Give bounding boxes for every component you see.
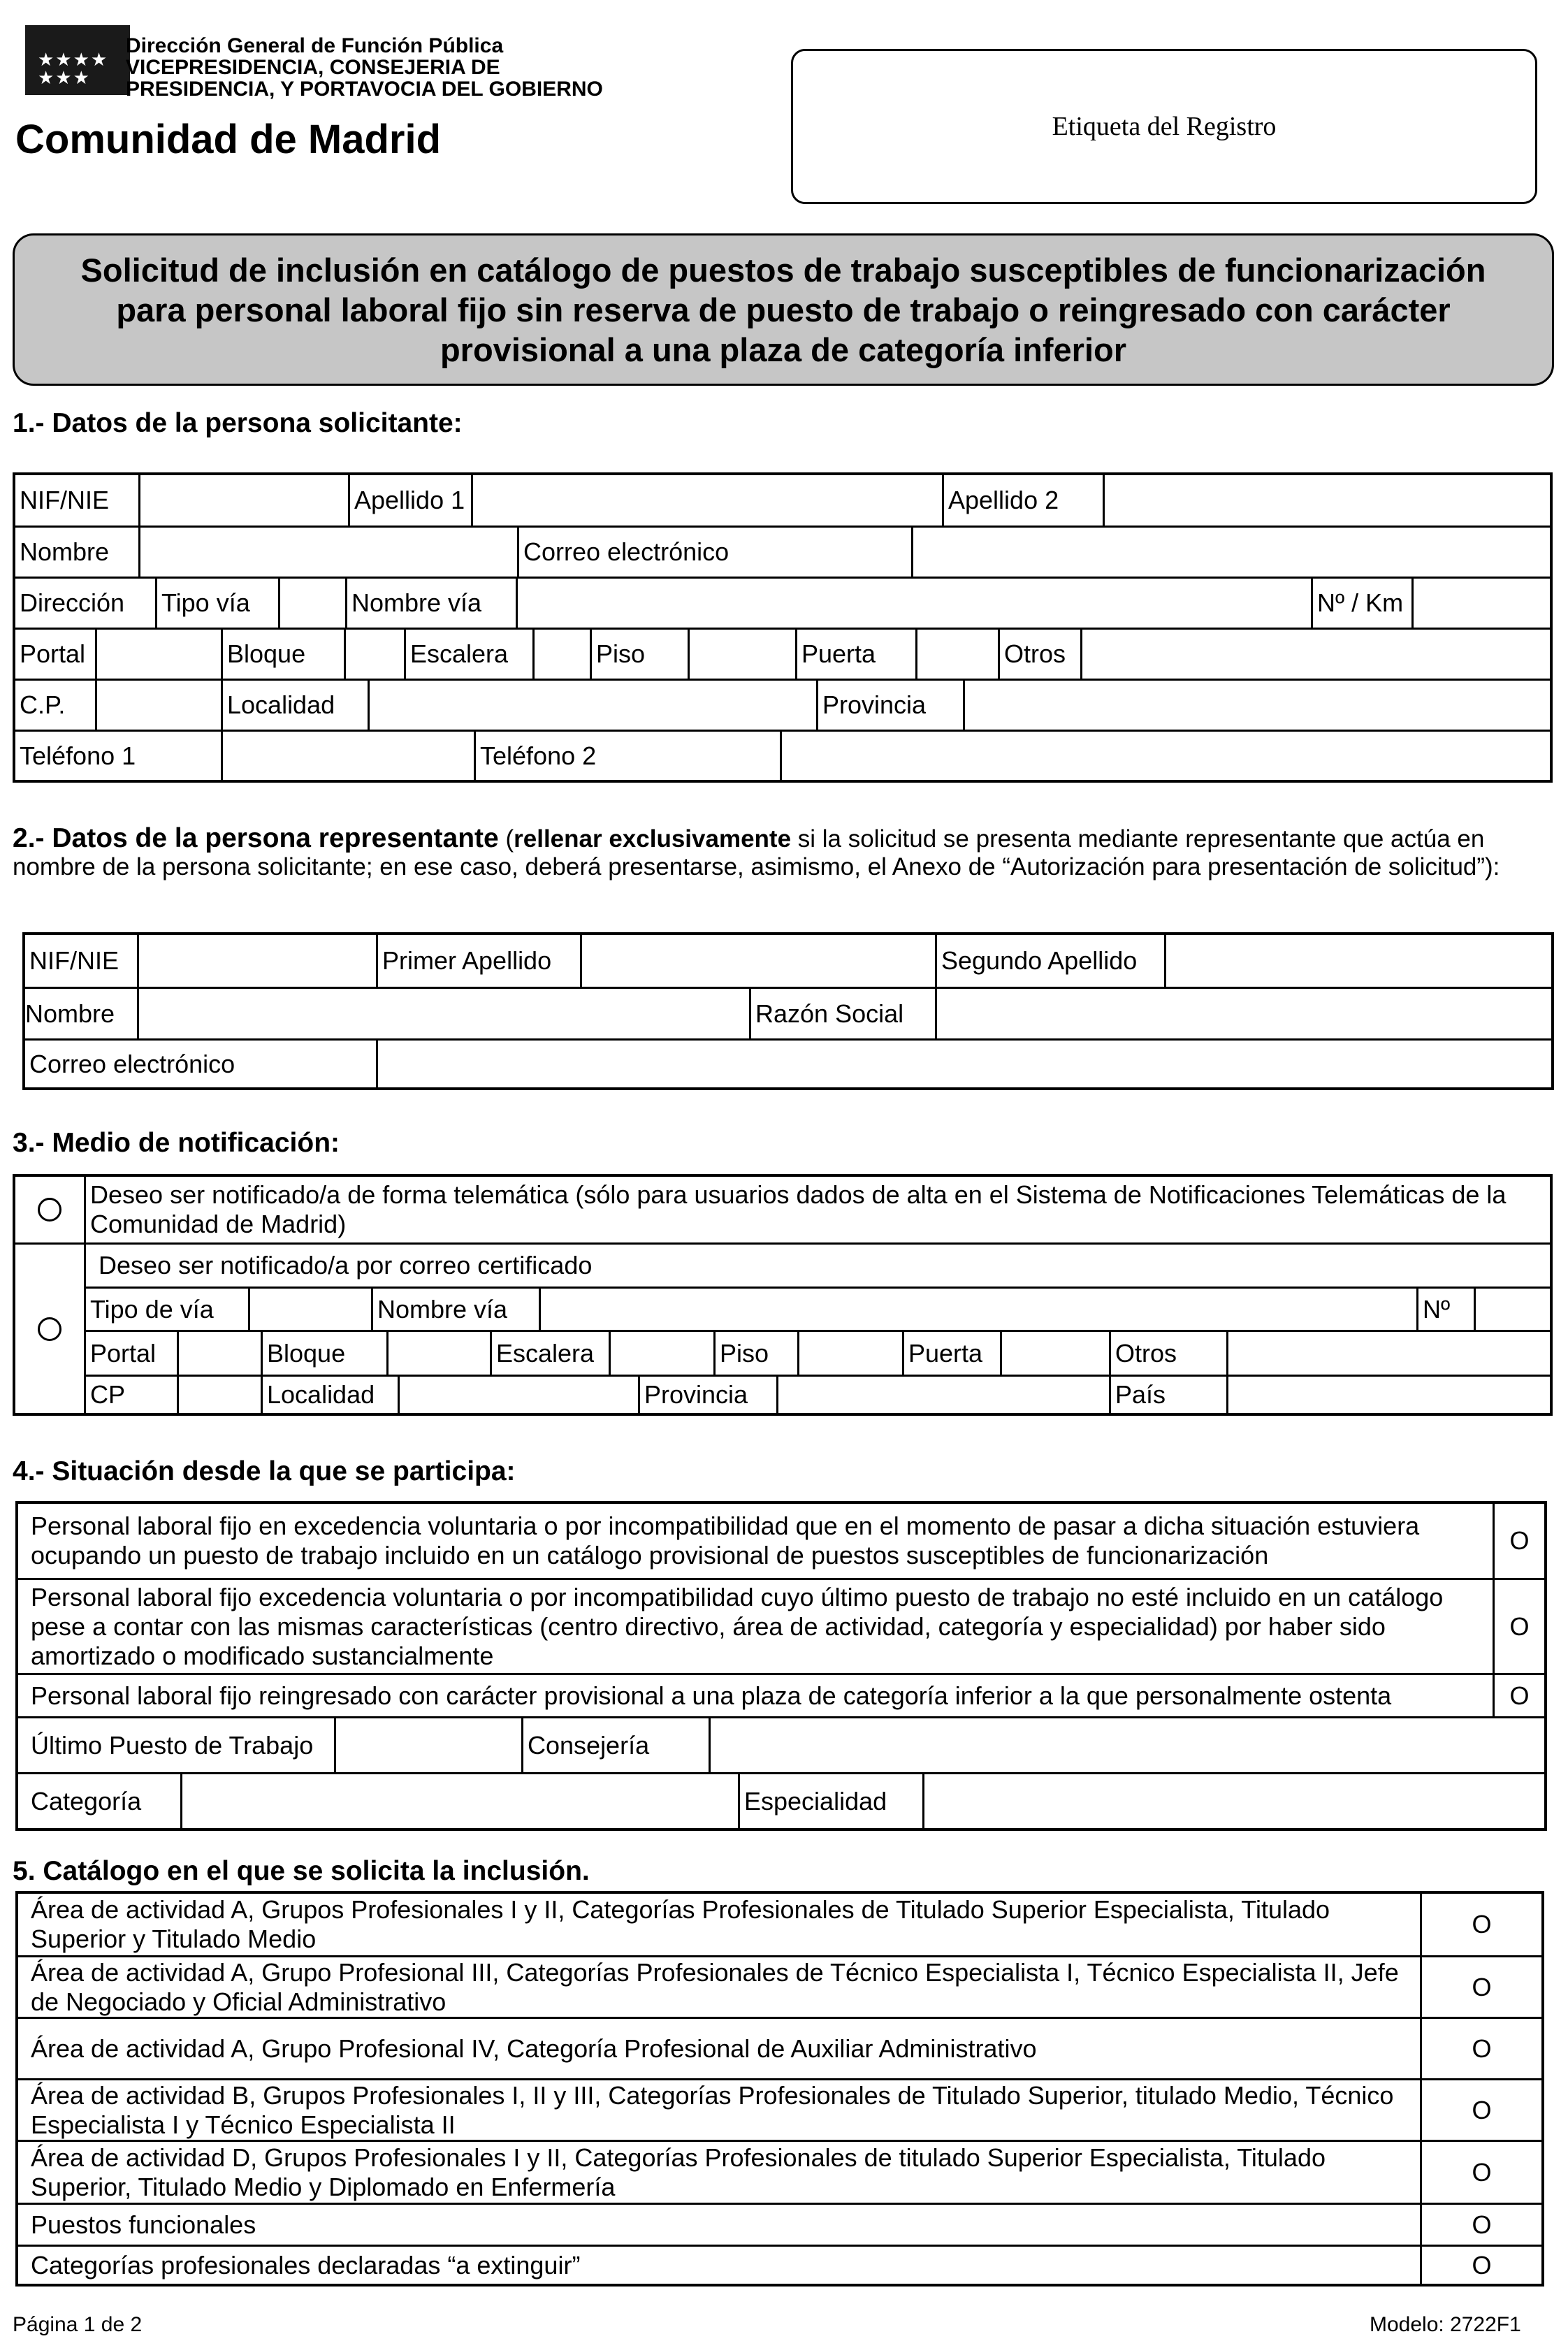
bloque-label: Bloque: [221, 630, 344, 679]
note-paren: (: [498, 825, 514, 853]
telefono1-label: Teléfono 1: [20, 741, 136, 770]
telematica-label: Deseo ser notificado/a de forma telemática (sólo para usuarios dados de alta en el Sistema de Notificaciones Telemáticas de la Comunidad de Madrid): [84, 1177, 1550, 1242]
rep-correo-input[interactable]: [376, 1041, 1551, 1087]
org-line: PRESIDENCIA, Y PORTAVOCIA DEL GOBIERNO: [126, 78, 603, 101]
table-row: [18, 2140, 1541, 2203]
ultimo-puesto-label: Último Puesto de Trabajo: [31, 1730, 314, 1760]
ultimo-puesto-input[interactable]: [334, 1718, 521, 1772]
table-row: [18, 2078, 1541, 2140]
brand-name: Comunidad de Madrid: [15, 117, 441, 162]
n-piso-input[interactable]: [797, 1332, 902, 1375]
n-portal-input[interactable]: [177, 1332, 261, 1375]
catalog-radio[interactable]: O: [1420, 2019, 1541, 2078]
situation-option-label: Personal laboral fijo excedencia voluntaria o por incompatibilidad cuyo último puesto de trabajo no esté incluido en un catálogo pese a contar con las mismas características (centro directivo, área de actividad, categoría y especialidad) por haber sido amortizado o modificado sustancialmente: [31, 1582, 1444, 1670]
especialidad-input[interactable]: [922, 1774, 1544, 1828]
correo-label: Correo electrónico: [517, 528, 911, 577]
table-row: [15, 526, 1550, 577]
primer-apellido-label: Primer Apellido: [376, 935, 580, 987]
registry-label: Etiqueta del Registro: [1052, 112, 1277, 141]
situation-option-label: Personal laboral fijo en excedencia voluntaria o por incompatibilidad que en el momento de pasar a dicha situación estuviera ocupando un puesto de trabajo incluido en un catálogo provisional de puestos susceptibles de funcionarización: [31, 1512, 1420, 1570]
form-title: [13, 233, 1554, 386]
n-pais-label: País: [1109, 1377, 1226, 1413]
n-escalera-input[interactable]: [609, 1332, 713, 1375]
apellido1-label: Apellido 1: [348, 475, 471, 526]
nif-label: NIF/NIE: [20, 486, 110, 514]
madrid-flag-logo: [25, 25, 130, 95]
catalog-radio[interactable]: O: [1420, 1957, 1541, 2017]
direccion-label: Dirección: [20, 588, 125, 617]
n-cp-label: CP: [90, 1380, 126, 1409]
table-row: [86, 1375, 1550, 1413]
table-row: [18, 2203, 1541, 2245]
table-row: [15, 1177, 1550, 1242]
page-number: Página 1 de 2: [13, 2313, 143, 2336]
catalog-radio[interactable]: O: [1420, 2205, 1541, 2245]
cp-label: C.P.: [20, 690, 66, 719]
correo-certificado-label: Deseo ser notificado/a por correo certificado: [99, 1251, 593, 1280]
nombre-input[interactable]: [138, 528, 517, 577]
catalog-option-label: Área de actividad A, Grupo Profesional IV, Categoría Profesional de Auxiliar Administrativo: [31, 2034, 1037, 2063]
provincia-label: Provincia: [816, 681, 963, 730]
representative-table: [22, 932, 1554, 1090]
apellido1-input[interactable]: [471, 475, 942, 526]
catalog-table: [15, 1891, 1544, 2287]
org-line: VICEPRESIDENCIA, CONSEJERIA DE: [126, 56, 500, 79]
section3-heading: 3.- Medio de notificación:: [13, 1128, 340, 1158]
bloque-input[interactable]: [344, 630, 404, 679]
primer-apellido-input[interactable]: [580, 935, 935, 987]
table-row: [25, 935, 1551, 987]
portal-label: Portal: [20, 639, 86, 668]
radio-correo-certificado[interactable]: [15, 1245, 84, 1413]
n-piso-label: Piso: [713, 1332, 797, 1375]
consejeria-input[interactable]: [709, 1718, 1544, 1772]
n-num-input[interactable]: [1474, 1289, 1550, 1330]
nombre-via-input[interactable]: [516, 579, 1311, 628]
n-tipo-via-label: Tipo de vía: [90, 1294, 214, 1324]
rep-nif-label: NIF/NIE: [29, 946, 119, 975]
radio-circle-icon: [38, 1317, 61, 1341]
table-row: [86, 1330, 1550, 1375]
n-bloque-label: Bloque: [261, 1332, 386, 1375]
situation-radio[interactable]: O: [1493, 1580, 1544, 1673]
localidad-input[interactable]: [368, 681, 816, 730]
n-num-label: Nº: [1416, 1289, 1474, 1330]
categoria-label: Categoría: [31, 1786, 142, 1816]
table-row: [15, 679, 1550, 730]
tipo-via-label: Tipo vía: [155, 579, 278, 628]
table-row: [15, 1242, 1550, 1413]
n-portal-label: Portal: [90, 1338, 157, 1368]
num-km-label: Nº / Km: [1311, 579, 1411, 628]
n-escalera-label: Escalera: [490, 1332, 609, 1375]
escalera-label: Escalera: [404, 630, 532, 679]
note-text: si la solicitud se presenta mediante representante que actúa en nombre de la persona solicitante; en ese caso, deberá presentarse, asimismo, el Anexo de “Autorización para presentación de solicitud”):: [13, 825, 1500, 880]
notification-table: [13, 1174, 1553, 1416]
section1-heading: 1.- Datos de la persona solicitante:: [13, 408, 463, 438]
rep-correo-label: Correo electrónico: [29, 1049, 235, 1078]
especialidad-label: Especialidad: [738, 1774, 922, 1828]
rep-nombre-input[interactable]: [137, 989, 749, 1038]
n-bloque-input[interactable]: [386, 1332, 490, 1375]
nombre-via-label: Nombre vía: [345, 579, 516, 628]
catalog-radio[interactable]: O: [1420, 2080, 1541, 2140]
escalera-input[interactable]: [532, 630, 590, 679]
n-cp-input[interactable]: [177, 1377, 261, 1413]
rep-nif-input[interactable]: [137, 935, 376, 987]
table-row: [86, 1287, 1550, 1330]
table-row: [25, 1038, 1551, 1087]
model-code: Modelo: 2722F1: [1370, 2313, 1521, 2336]
catalog-radio[interactable]: O: [1420, 2247, 1541, 2284]
puerta-label: Puerta: [795, 630, 915, 679]
stars-icon: ★★★★ ★★★: [38, 49, 109, 88]
n-puerta-label: Puerta: [902, 1332, 1000, 1375]
n-tipo-via-input[interactable]: [248, 1289, 371, 1330]
org-line: Dirección General de Función Pública: [126, 34, 504, 57]
section4-heading: 4.- Situación desde la que se participa:: [13, 1456, 516, 1486]
n-localidad-label: Localidad: [261, 1377, 398, 1413]
apellido2-label: Apellido 2: [942, 475, 1103, 526]
otros-input[interactable]: [1080, 630, 1550, 679]
catalog-option-label: Área de actividad A, Grupos Profesionales I y II, Categorías Profesionales de Titulado Superior Especialista, Titulado Superior y Titulado Medio: [31, 1895, 1330, 1953]
n-otros-label: Otros: [1109, 1332, 1226, 1375]
table-row: [18, 1716, 1544, 1772]
table-row: [18, 1955, 1541, 2017]
n-nombre-via-input[interactable]: [539, 1289, 1416, 1330]
situation-option-label: Personal laboral fijo reingresado con carácter provisional a una plaza de categoría inferior a la que personalmente ostenta: [31, 1681, 1392, 1710]
razon-social-label: Razón Social: [749, 989, 935, 1038]
situation-radio[interactable]: O: [1493, 1675, 1544, 1716]
form-title-text: Solicitud de inclusión en catálogo de puestos de trabajo susceptibles de funcionarización para personal laboral fijo sin reserva de puesto de trabajo o reingresado con carácter provisional a una plaza de categoría inferior: [80, 251, 1486, 368]
provincia-input[interactable]: [963, 681, 1550, 730]
cp-input[interactable]: [95, 681, 221, 730]
table-row: [18, 1772, 1544, 1828]
table-row: [25, 987, 1551, 1038]
situation-table: [15, 1501, 1547, 1831]
rep-nombre-label: Nombre: [25, 999, 115, 1028]
localidad-label: Localidad: [221, 681, 368, 730]
table-row: [18, 2245, 1541, 2284]
table-row: [15, 730, 1550, 780]
table-row: [18, 2017, 1541, 2078]
table-row: [86, 1245, 1550, 1287]
section2-heading: [13, 825, 1550, 881]
telefono2-input[interactable]: [780, 732, 1550, 780]
otros-label: Otros: [998, 630, 1080, 679]
segundo-apellido-label: Segundo Apellido: [935, 935, 1164, 987]
table-row: [18, 1894, 1541, 1955]
portal-input[interactable]: [95, 630, 221, 679]
piso-label: Piso: [590, 630, 688, 679]
table-row: [18, 1578, 1544, 1673]
catalog-option-label: Área de actividad D, Grupos Profesionales I y II, Categorías Profesionales de titulado Superior Especialista, Titulado Superior, Titulado Medio y Diplomado en Enfermería: [31, 2143, 1326, 2201]
situation-radio[interactable]: O: [1493, 1504, 1544, 1578]
applicant-table: [13, 472, 1553, 783]
organization-name: [126, 35, 603, 100]
table-row: [18, 1504, 1544, 1578]
n-puerta-input[interactable]: [1000, 1332, 1109, 1375]
catalog-radio[interactable]: O: [1420, 2142, 1541, 2203]
num-km-input[interactable]: [1411, 579, 1550, 628]
puerta-input[interactable]: [915, 630, 998, 679]
section5-heading: 5. Catálogo en el que se solicita la inclusión.: [13, 1856, 590, 1886]
registry-label-box: [791, 49, 1537, 204]
consejeria-label: Consejería: [521, 1718, 709, 1772]
telefono2-label: Teléfono 2: [474, 732, 780, 780]
tipo-via-input[interactable]: [278, 579, 345, 628]
n-localidad-input[interactable]: [398, 1377, 638, 1413]
n-nombre-via-label: Nombre vía: [371, 1289, 539, 1330]
nif-input[interactable]: [138, 475, 348, 526]
apellido2-input[interactable]: [1103, 475, 1550, 526]
catalog-option-label: Área de actividad B, Grupos Profesionales I, II y III, Categorías Profesionales de Titulado Superior, titulado Medio, Técnico Especialista I y Técnico Especialista II: [31, 2080, 1394, 2139]
table-row: [15, 475, 1550, 526]
categoria-input[interactable]: [180, 1774, 738, 1828]
n-provincia-input[interactable]: [776, 1377, 1109, 1413]
razon-social-input[interactable]: [935, 989, 1551, 1038]
nombre-label: Nombre: [20, 537, 110, 566]
table-row: [15, 577, 1550, 628]
catalog-option-label: Puestos funcionales: [31, 2210, 256, 2239]
n-otros-input[interactable]: [1226, 1332, 1550, 1375]
radio-telematica[interactable]: [15, 1177, 84, 1242]
radio-circle-icon: [38, 1198, 61, 1222]
catalog-radio[interactable]: O: [1420, 1894, 1541, 1955]
catalog-option-label: Categorías profesionales declaradas “a extinguir”: [31, 2250, 581, 2280]
table-row: [15, 628, 1550, 679]
correo-certificado-block: [84, 1245, 1550, 1413]
n-provincia-label: Provincia: [638, 1377, 776, 1413]
note-emphasis: rellenar exclusivamente: [514, 825, 792, 853]
table-row: [18, 1673, 1544, 1716]
n-pais-input[interactable]: [1226, 1377, 1550, 1413]
telefono1-input[interactable]: [221, 732, 474, 780]
section2-title: 2.- Datos de la persona representante: [13, 823, 499, 853]
segundo-apellido-input[interactable]: [1164, 935, 1551, 987]
catalog-option-label: Área de actividad A, Grupo Profesional III, Categorías Profesionales de Técnico Especialista I, Técnico Especialista II, Jefe de Negociado y Oficial Administrativo: [31, 1957, 1399, 2016]
piso-input[interactable]: [688, 630, 795, 679]
correo-input[interactable]: [911, 528, 1550, 577]
